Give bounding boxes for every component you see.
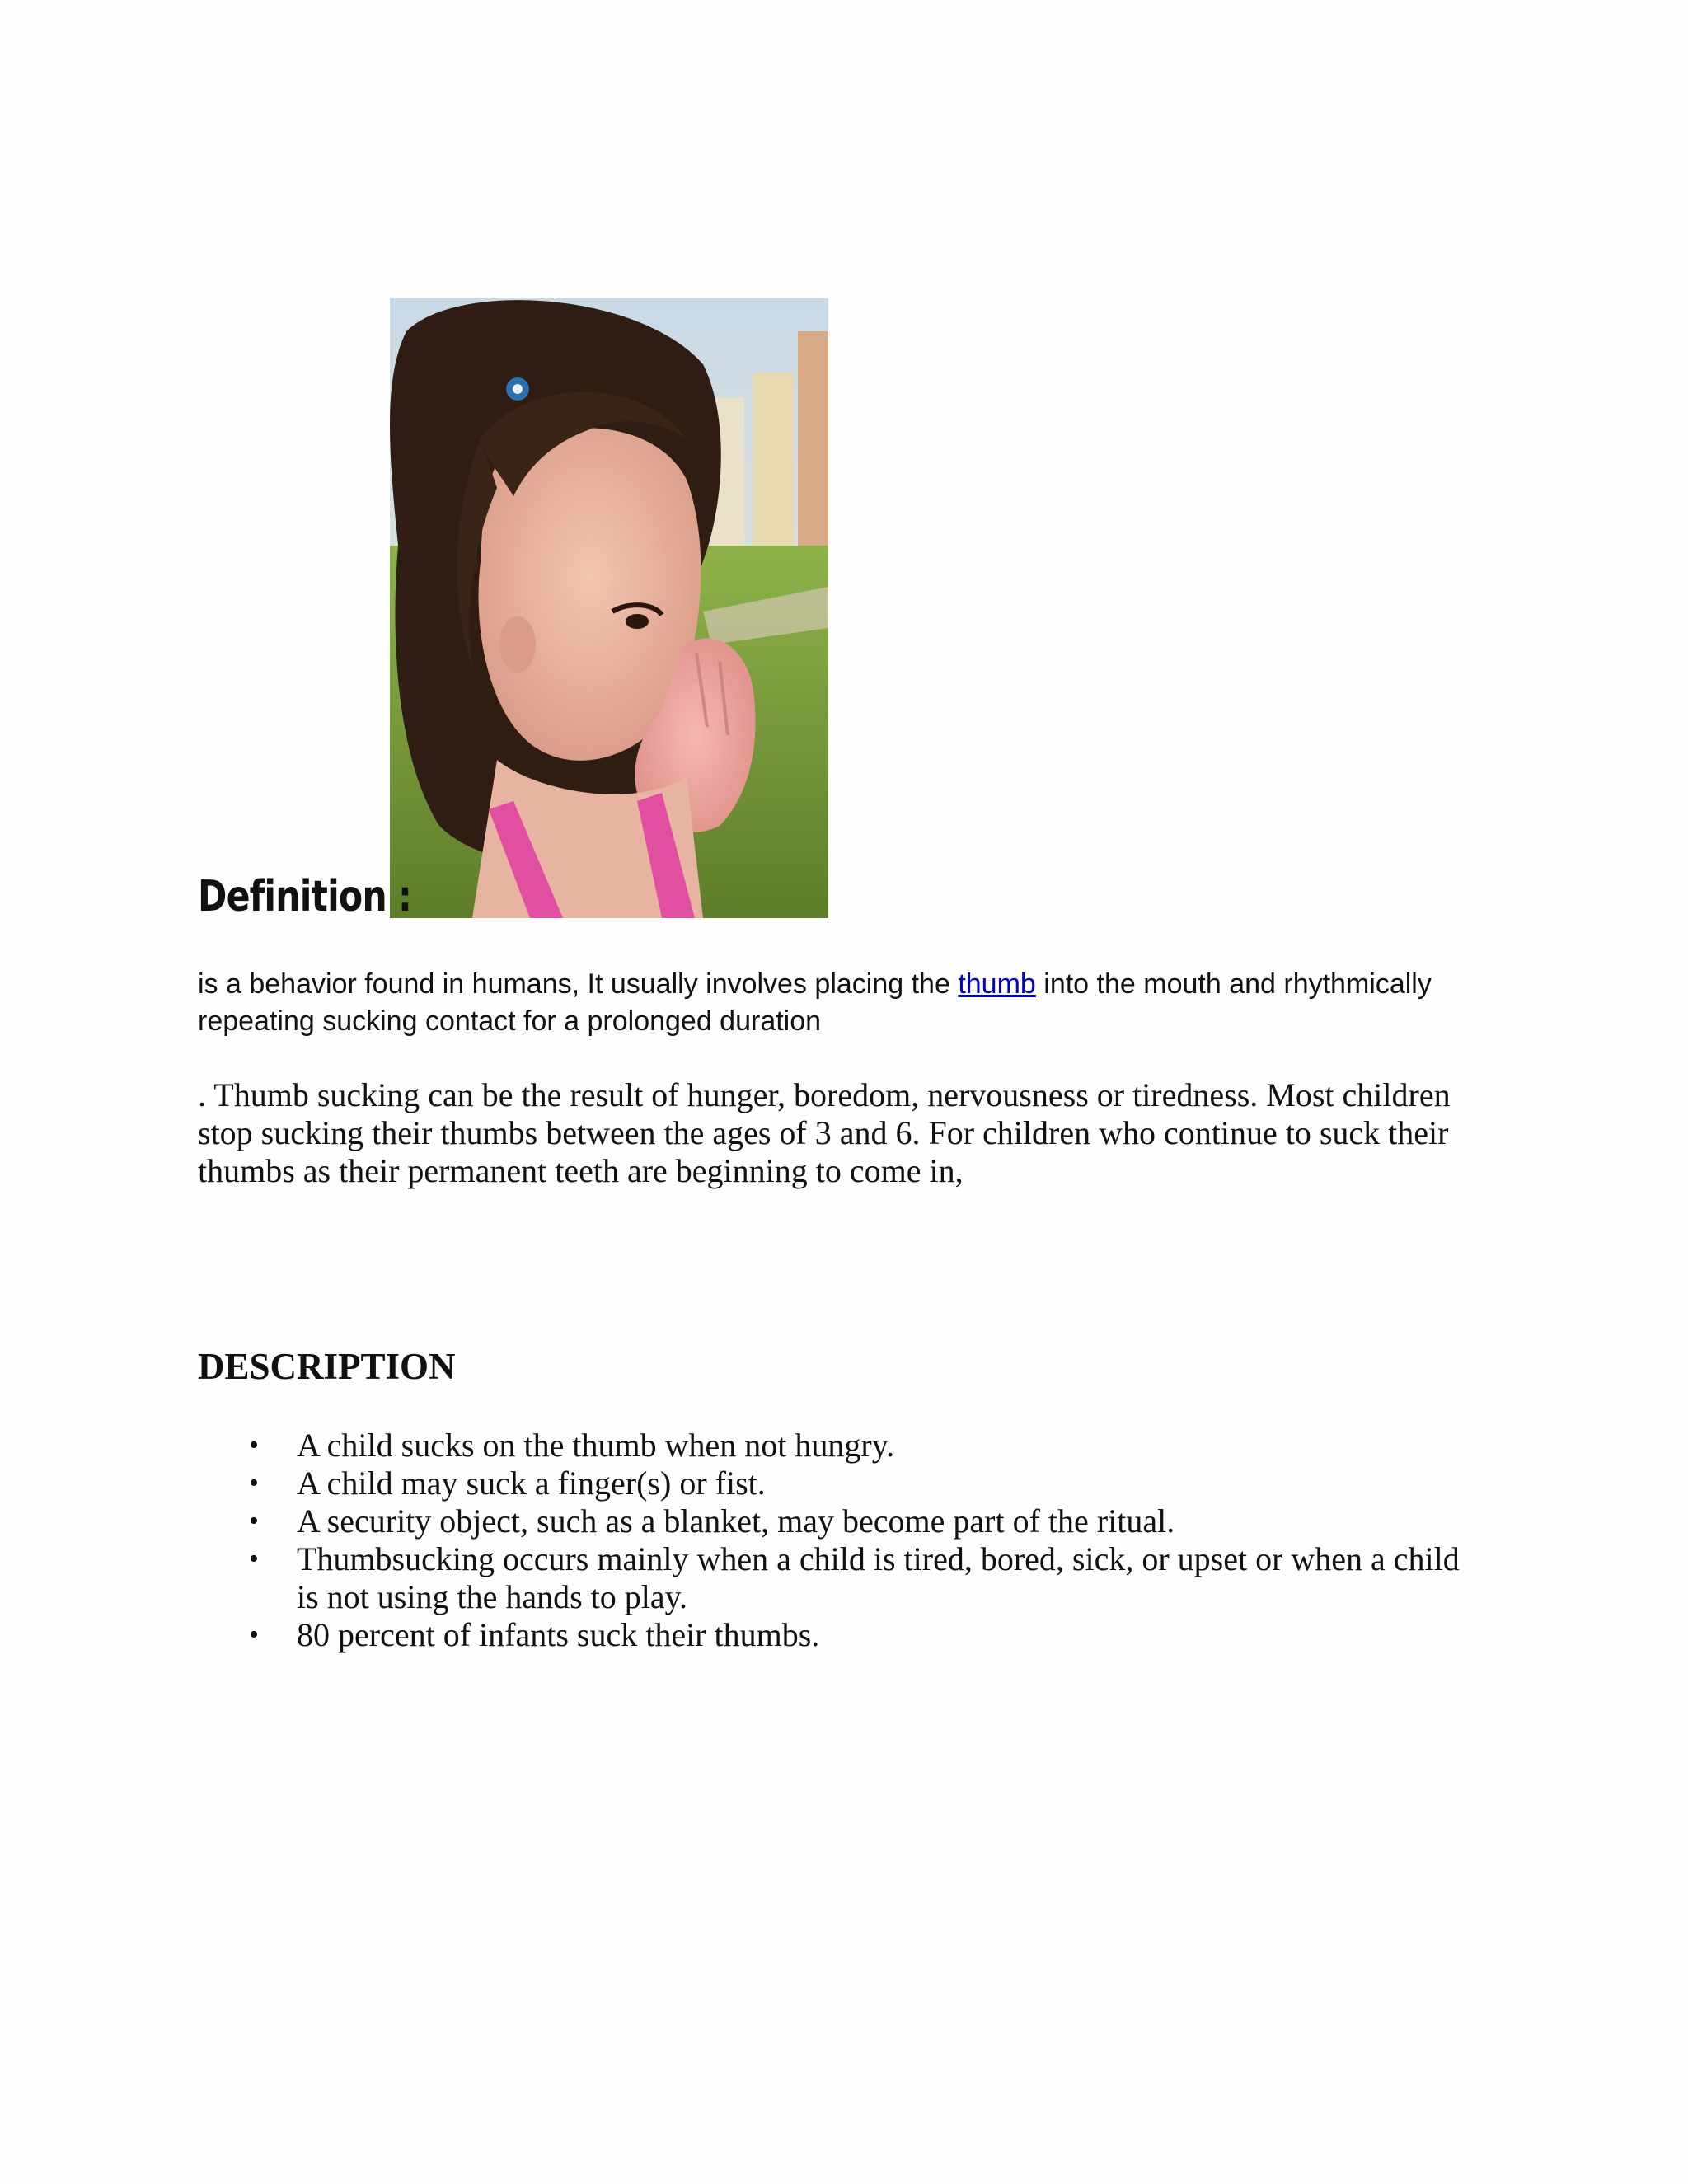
list-item <box>198 1427 1484 1465</box>
definition-text-end: into the mouth and rhythmically repeating sucking contact for a prolonged duration <box>198 968 1432 1037</box>
list-item <box>198 1465 1484 1502</box>
description-list <box>198 1427 1484 1654</box>
definition-text <box>198 966 1484 1040</box>
list-item-text: Thumbsucking occurs mainly when a child is tired, bored, sick, or upset or when a child is not using the hands to play. <box>297 1540 1460 1615</box>
list-item-text: 80 percent of infants suck their thumbs. <box>297 1616 820 1653</box>
description-heading: DESCRIPTION <box>198 1346 456 1387</box>
child-thumb-sucking-photo <box>390 298 828 918</box>
bullet-icon: • <box>249 1468 259 1498</box>
list-item <box>198 1616 1484 1654</box>
definition-heading: Definition : <box>198 872 412 921</box>
thumb-link[interactable]: thumb <box>958 968 1036 1000</box>
bullet-icon: • <box>249 1506 259 1536</box>
bullet-icon: • <box>249 1619 259 1650</box>
list-item <box>198 1540 1484 1616</box>
list-item-text: A child may suck a finger(s) or fist. <box>297 1465 766 1502</box>
thumb-sucking-paragraph: . Thumb sucking can be the result of hunger, boredom, nervousness or tiredness. Most children stop sucking their thumbs between the ages of 3 and 6. For children who continue to suck their thumbs as their permanent teeth are beginning to come in, <box>198 1076 1451 1189</box>
list-item-text: A security object, such as a blanket, may become part of the ritual. <box>297 1502 1175 1540</box>
bullet-icon: • <box>249 1544 259 1574</box>
list-item-text: A child sucks on the thumb when not hungry. <box>297 1427 895 1464</box>
list-item <box>198 1502 1484 1540</box>
definition-text-start: is a behavior found in humans, It usually involves placing the <box>198 968 959 1000</box>
bullet-icon: • <box>249 1430 259 1460</box>
